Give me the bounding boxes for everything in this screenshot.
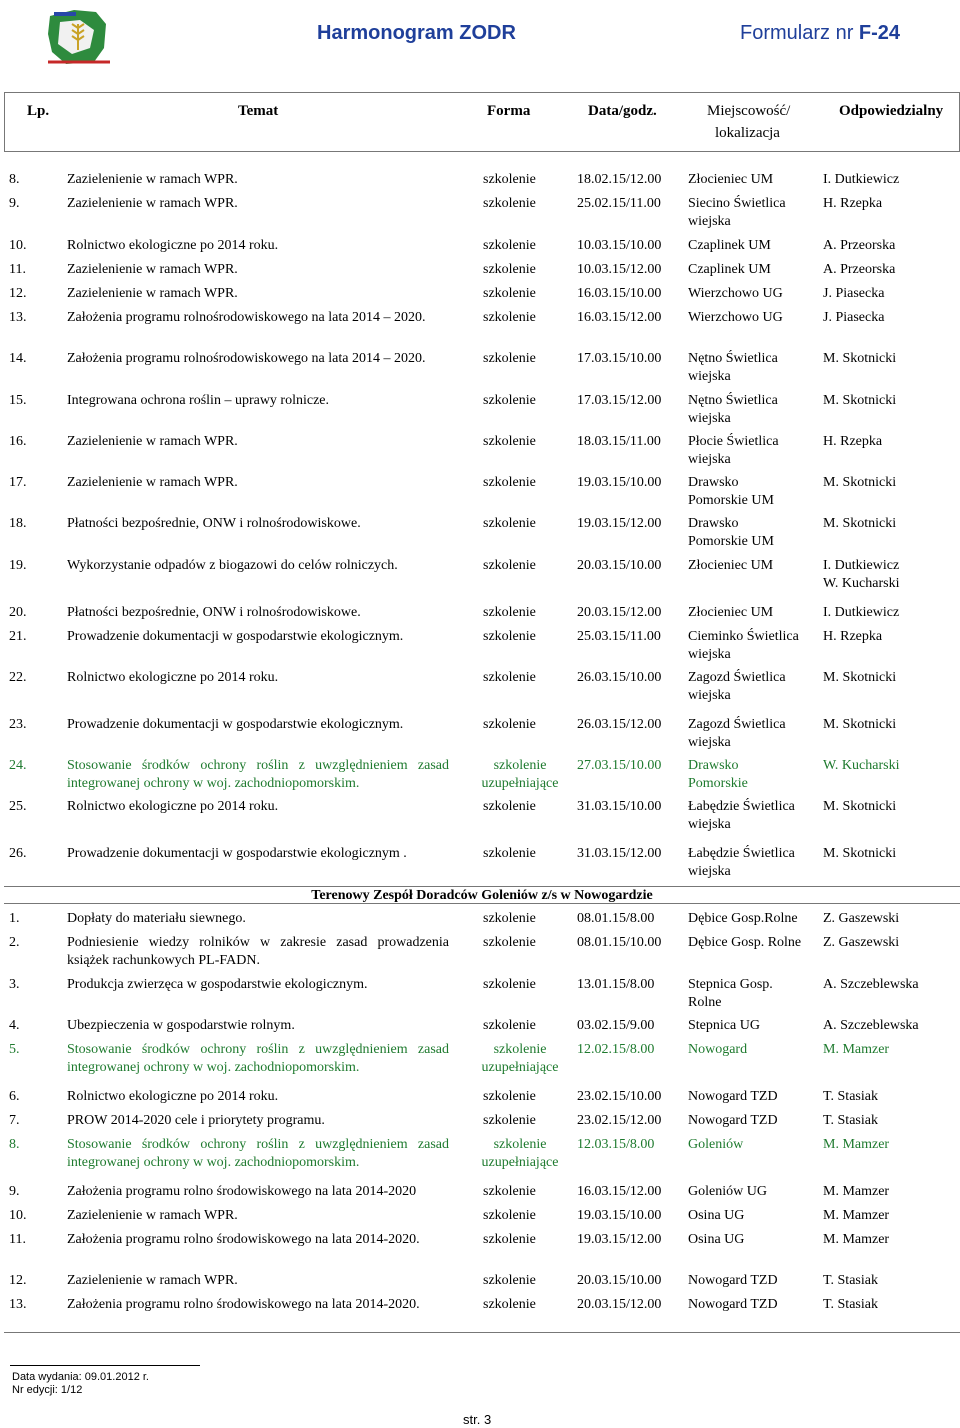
col-header-lokalizacja: lokalizacja: [715, 125, 780, 141]
page-number: str. 3: [463, 1412, 492, 1427]
table-header: [4, 92, 960, 152]
col-header-data: Data/godz.: [588, 103, 657, 119]
form-number: Formularz nr F-24: [740, 22, 901, 44]
col-header-temat: Temat: [238, 103, 279, 119]
col-header-miejscowosc: Miejscowość/: [707, 103, 791, 119]
edition-number: Nr edycji: 1/12: [12, 1384, 83, 1396]
col-header-forma: Forma: [487, 103, 531, 119]
table-bottom-border: [4, 1332, 960, 1333]
document-title: Harmonogram ZODR: [317, 22, 516, 44]
section-title: Terenowy Zespół Doradców Goleniów z/s w Nowogardzie: [4, 886, 960, 904]
col-header-lp: Lp.: [27, 103, 50, 119]
col-header-odpowiedzialny: Odpowiedzialny: [839, 103, 944, 119]
footer-divider: [10, 1365, 200, 1366]
issue-date: Data wydania: 09.01.2012 r.: [12, 1371, 149, 1383]
zodr-logo: [44, 4, 114, 68]
